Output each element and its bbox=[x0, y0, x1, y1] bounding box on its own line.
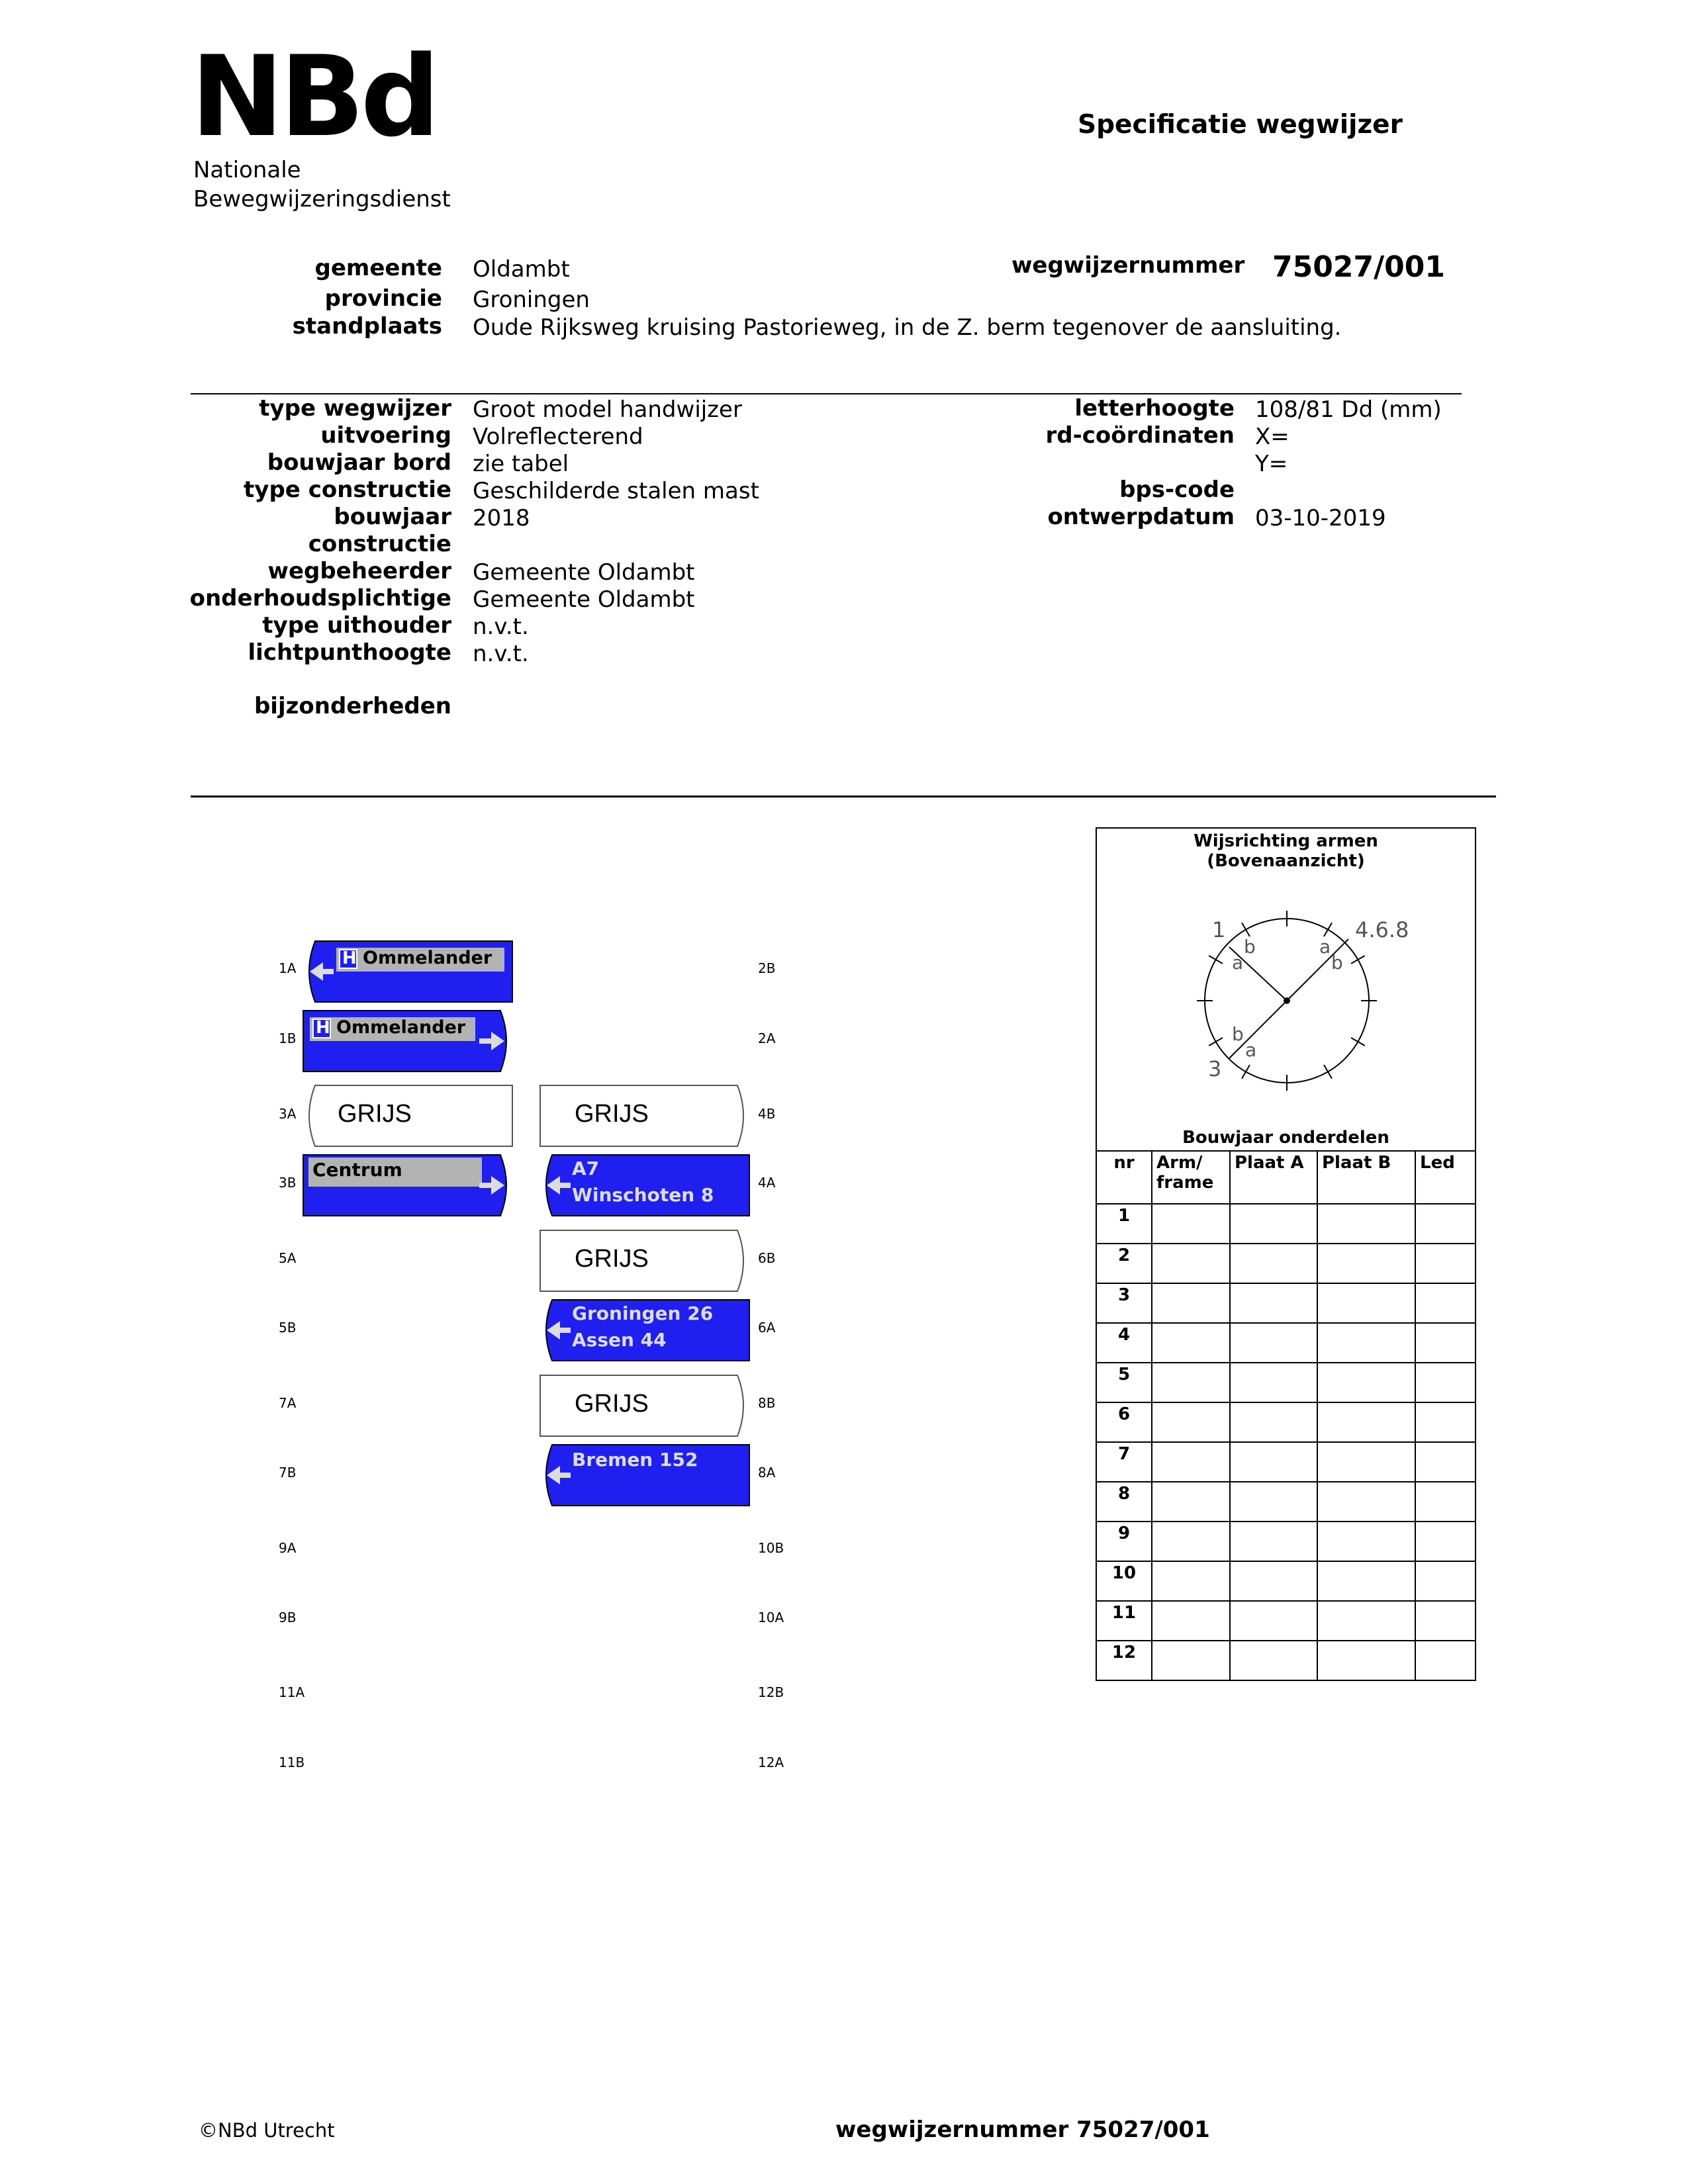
col-arm-frame: Arm/ frame bbox=[1152, 1151, 1230, 1204]
table-cell bbox=[1230, 1204, 1317, 1244]
wegbeheerder-value: Gemeente Oldambt bbox=[473, 559, 695, 586]
col-led: Led bbox=[1415, 1151, 1476, 1204]
compass-tick bbox=[1242, 923, 1250, 936]
table-cell bbox=[1152, 1402, 1230, 1442]
col-plaat-a: Plaat A bbox=[1230, 1151, 1317, 1204]
table-cell bbox=[1230, 1601, 1317, 1641]
row-number: 1 bbox=[1096, 1204, 1152, 1244]
bouwjaar-constructie-label: bouwjaar bbox=[334, 504, 451, 530]
wegbeheerder-label: wegbeheerder bbox=[267, 558, 451, 584]
sign-1a bbox=[302, 940, 514, 1003]
table-cell bbox=[1415, 1442, 1476, 1482]
bouwjaar-bord-value: zie tabel bbox=[473, 451, 569, 477]
table-row bbox=[1096, 1323, 1476, 1363]
compass-dial bbox=[1097, 829, 1477, 1153]
letterhoogte-value: 108/81 Dd (mm) bbox=[1255, 396, 1442, 423]
footer-copyright: ©NBd Utrecht bbox=[199, 2119, 335, 2142]
compass-tick bbox=[1351, 956, 1365, 964]
lichtpunthoogte-value: n.v.t. bbox=[473, 641, 529, 667]
row-number: 7 bbox=[1096, 1442, 1152, 1482]
sign-8b bbox=[539, 1374, 751, 1437]
row-number: 2 bbox=[1096, 1244, 1152, 1283]
bouwjaar-table bbox=[1096, 1150, 1476, 1681]
table-cell bbox=[1415, 1482, 1476, 1522]
code-12b: 12B bbox=[758, 1684, 784, 1700]
code-6a: 6A bbox=[758, 1320, 776, 1336]
sign-3b bbox=[302, 1154, 514, 1217]
sign-1b bbox=[302, 1009, 514, 1073]
code-8b: 8B bbox=[758, 1395, 776, 1411]
code-2b: 2B bbox=[758, 960, 776, 976]
table-cell bbox=[1317, 1561, 1415, 1601]
row-number: 12 bbox=[1096, 1641, 1152, 1680]
hospital-h-icon: H bbox=[312, 1019, 331, 1038]
sign-8a bbox=[539, 1443, 751, 1507]
provincie-label: provincie bbox=[324, 285, 442, 312]
code-5a: 5A bbox=[279, 1250, 297, 1266]
bps-code-label: bps-code bbox=[1119, 477, 1235, 503]
sign-4a-line-2: Winschoten 8 bbox=[572, 1184, 714, 1206]
table-row bbox=[1096, 1561, 1476, 1601]
table-cell bbox=[1317, 1601, 1415, 1641]
bouwjaar-bord-label: bouwjaar bord bbox=[267, 449, 451, 476]
rd-x-value: X= bbox=[1255, 424, 1289, 450]
code-3a: 3A bbox=[279, 1106, 297, 1122]
table-cell bbox=[1317, 1641, 1415, 1680]
logo-line-1: Nationale bbox=[193, 157, 301, 183]
sign-4a bbox=[539, 1154, 751, 1217]
table-cell bbox=[1317, 1442, 1415, 1482]
uitvoering-value: Volreflecterend bbox=[473, 424, 643, 450]
sign-4a-line-1: A7 bbox=[572, 1158, 600, 1179]
standplaats-value: Oude Rijksweg kruising Pastorieweg, in de Z. berm tegenover de aansluiting. bbox=[473, 314, 1342, 341]
sign-4b-text: GRIJS bbox=[575, 1100, 649, 1128]
code-6b: 6B bbox=[758, 1250, 776, 1266]
code-1a: 1A bbox=[279, 960, 297, 976]
arm-3-side-b: b bbox=[1232, 1023, 1244, 1045]
code-4a: 4A bbox=[758, 1175, 776, 1191]
code-1b: 1B bbox=[279, 1030, 297, 1046]
ontwerpdatum-value: 03-10-2019 bbox=[1255, 505, 1386, 531]
table-cell bbox=[1415, 1561, 1476, 1601]
direction-subtitle: (Bovenaanzicht) bbox=[1207, 851, 1365, 871]
bouwjaar-constructie-value: 2018 bbox=[473, 505, 530, 531]
onderhoudsplichtige-label: onderhoudsplichtige bbox=[189, 585, 451, 612]
compass-tick bbox=[1324, 1065, 1332, 1079]
code-4b: 4B bbox=[758, 1106, 776, 1122]
nbd-logo: NBd bbox=[191, 32, 436, 161]
table-cell bbox=[1317, 1323, 1415, 1363]
code-9b: 9B bbox=[279, 1610, 297, 1625]
sign-3a-text: GRIJS bbox=[338, 1100, 412, 1128]
table-header-row bbox=[1096, 1151, 1476, 1204]
arm-1-side-b: b bbox=[1244, 936, 1256, 958]
uitvoering-label: uitvoering bbox=[320, 422, 451, 449]
code-11b: 11B bbox=[279, 1754, 305, 1770]
gemeente-value: Oldambt bbox=[473, 256, 570, 283]
table-cell bbox=[1230, 1402, 1317, 1442]
rd-coordinaten-label: rd-coördinaten bbox=[1045, 422, 1235, 449]
table-cell bbox=[1317, 1402, 1415, 1442]
type-wegwijzer-label: type wegwijzer bbox=[259, 395, 451, 422]
sign-1b-text: Ommelander bbox=[336, 1017, 466, 1038]
table-cell bbox=[1317, 1283, 1415, 1323]
table-row bbox=[1096, 1402, 1476, 1442]
sign-3a bbox=[302, 1084, 514, 1148]
arm-468-side-a: a bbox=[1319, 936, 1331, 958]
row-number: 6 bbox=[1096, 1402, 1152, 1442]
footer-number: wegwijzernummer 75027/001 bbox=[835, 2116, 1210, 2143]
code-12a: 12A bbox=[758, 1754, 784, 1770]
row-number: 10 bbox=[1096, 1561, 1152, 1601]
col-plaat-b: Plaat B bbox=[1317, 1151, 1415, 1204]
code-10b: 10B bbox=[758, 1540, 784, 1556]
row-number: 4 bbox=[1096, 1323, 1152, 1363]
sign-4b bbox=[539, 1084, 751, 1148]
sign-1a-text: Ommelander bbox=[363, 948, 492, 968]
table-cell bbox=[1230, 1244, 1317, 1283]
table-cell bbox=[1152, 1283, 1230, 1323]
row-number: 9 bbox=[1096, 1522, 1152, 1561]
compass-tick bbox=[1351, 1038, 1365, 1046]
table-cell bbox=[1230, 1323, 1317, 1363]
table-cell bbox=[1230, 1283, 1317, 1323]
table-cell bbox=[1317, 1363, 1415, 1402]
table-row bbox=[1096, 1522, 1476, 1561]
compass-tick bbox=[1324, 923, 1332, 936]
table-cell bbox=[1230, 1363, 1317, 1402]
table-row bbox=[1096, 1641, 1476, 1680]
table-cell bbox=[1230, 1561, 1317, 1601]
onderhoudsplichtige-value: Gemeente Oldambt bbox=[473, 586, 695, 613]
sign-8b-text: GRIJS bbox=[575, 1390, 649, 1418]
logo-line-2: Bewegwijzeringsdienst bbox=[193, 186, 451, 212]
bijzonderheden-label: bijzonderheden bbox=[254, 693, 451, 719]
code-5b: 5B bbox=[279, 1320, 297, 1336]
bouwjaar-title: Bouwjaar onderdelen bbox=[1182, 1128, 1389, 1148]
table-cell bbox=[1152, 1204, 1230, 1244]
code-7a: 7A bbox=[279, 1395, 297, 1411]
arm-1-side-a: a bbox=[1232, 952, 1244, 974]
code-10a: 10A bbox=[758, 1610, 784, 1625]
table-row bbox=[1096, 1244, 1476, 1283]
type-constructie-label: type constructie bbox=[244, 477, 451, 503]
table-cell bbox=[1230, 1482, 1317, 1522]
compass-tick bbox=[1209, 956, 1223, 964]
table-row bbox=[1096, 1482, 1476, 1522]
table-cell bbox=[1415, 1522, 1476, 1561]
table-row bbox=[1096, 1442, 1476, 1482]
table-row bbox=[1096, 1363, 1476, 1402]
sign-6b bbox=[539, 1229, 751, 1293]
row-number: 3 bbox=[1096, 1283, 1152, 1323]
row-number: 5 bbox=[1096, 1363, 1152, 1402]
gemeente-label: gemeente bbox=[314, 255, 442, 281]
type-uithouder-value: n.v.t. bbox=[473, 614, 529, 640]
table-cell bbox=[1152, 1641, 1230, 1680]
row-number: 11 bbox=[1096, 1601, 1152, 1641]
arm-3-side-a: a bbox=[1245, 1039, 1257, 1061]
table-cell bbox=[1317, 1204, 1415, 1244]
table-cell bbox=[1152, 1363, 1230, 1402]
hospital-h-icon: H bbox=[339, 949, 357, 969]
wegwijzernummer-label: wegwijzernummer bbox=[1011, 252, 1245, 279]
standplaats-label: standplaats bbox=[292, 313, 442, 340]
table-cell bbox=[1317, 1482, 1415, 1522]
table-cell bbox=[1230, 1442, 1317, 1482]
type-wegwijzer-value: Groot model handwijzer bbox=[473, 396, 742, 423]
table-row bbox=[1096, 1204, 1476, 1244]
code-11a: 11A bbox=[279, 1684, 305, 1700]
code-3b: 3B bbox=[279, 1175, 297, 1191]
table-cell bbox=[1230, 1641, 1317, 1680]
code-7b: 7B bbox=[279, 1465, 297, 1480]
arm-468-label: 4.6.8 bbox=[1355, 917, 1409, 942]
table-cell bbox=[1152, 1442, 1230, 1482]
table-cell bbox=[1230, 1522, 1317, 1561]
arm-3-label: 3 bbox=[1208, 1056, 1222, 1081]
code-9a: 9A bbox=[279, 1540, 297, 1556]
table-cell bbox=[1415, 1244, 1476, 1283]
table-cell bbox=[1415, 1204, 1476, 1244]
sign-8a-text: Bremen 152 bbox=[572, 1449, 698, 1471]
sign-3b-text: Centrum bbox=[312, 1159, 402, 1181]
lichtpunthoogte-label: lichtpunthoogte bbox=[248, 639, 451, 666]
table-cell bbox=[1152, 1323, 1230, 1363]
row-number: 8 bbox=[1096, 1482, 1152, 1522]
direction-box bbox=[1096, 827, 1476, 1152]
letterhoogte-label: letterhoogte bbox=[1074, 395, 1235, 422]
table-cell bbox=[1415, 1601, 1476, 1641]
document-title: Specificatie wegwijzer bbox=[1078, 110, 1403, 140]
table-row bbox=[1096, 1283, 1476, 1323]
divider-top bbox=[191, 393, 1462, 394]
sign-6a bbox=[539, 1298, 751, 1362]
compass-tick bbox=[1242, 1065, 1250, 1079]
code-8a: 8A bbox=[758, 1465, 776, 1480]
table-cell bbox=[1415, 1363, 1476, 1402]
wegwijzernummer-value: 75027/001 bbox=[1272, 250, 1445, 284]
ontwerpdatum-label: ontwerpdatum bbox=[1047, 504, 1235, 530]
table-cell bbox=[1415, 1283, 1476, 1323]
provincie-value: Groningen bbox=[473, 287, 590, 313]
direction-title: Wijsrichting armen bbox=[1194, 831, 1378, 851]
table-cell bbox=[1415, 1641, 1476, 1680]
compass-tick bbox=[1209, 1038, 1223, 1046]
col-nr: nr bbox=[1096, 1151, 1152, 1204]
type-constructie-value: Geschilderde stalen mast bbox=[473, 478, 759, 504]
sign-6a-line-1: Groningen 26 bbox=[572, 1302, 714, 1324]
table-cell bbox=[1317, 1522, 1415, 1561]
table-cell bbox=[1415, 1402, 1476, 1442]
table-cell bbox=[1152, 1244, 1230, 1283]
arm-1-label: 1 bbox=[1212, 917, 1226, 942]
code-2a: 2A bbox=[758, 1030, 776, 1046]
rd-y-value: Y= bbox=[1255, 451, 1288, 477]
sign-6a-line-2: Assen 44 bbox=[572, 1329, 667, 1351]
bouwjaar-constructie-label-2: constructie bbox=[308, 531, 451, 557]
type-uithouder-label: type uithouder bbox=[262, 612, 451, 639]
table-row bbox=[1096, 1601, 1476, 1641]
table-cell bbox=[1415, 1323, 1476, 1363]
table-cell bbox=[1152, 1601, 1230, 1641]
arm-468-side-b: b bbox=[1331, 952, 1343, 974]
table-cell bbox=[1317, 1244, 1415, 1283]
table-cell bbox=[1152, 1482, 1230, 1522]
sign-6b-text: GRIJS bbox=[575, 1245, 649, 1273]
table-cell bbox=[1152, 1561, 1230, 1601]
divider-bottom bbox=[191, 796, 1496, 797]
table-cell bbox=[1152, 1522, 1230, 1561]
